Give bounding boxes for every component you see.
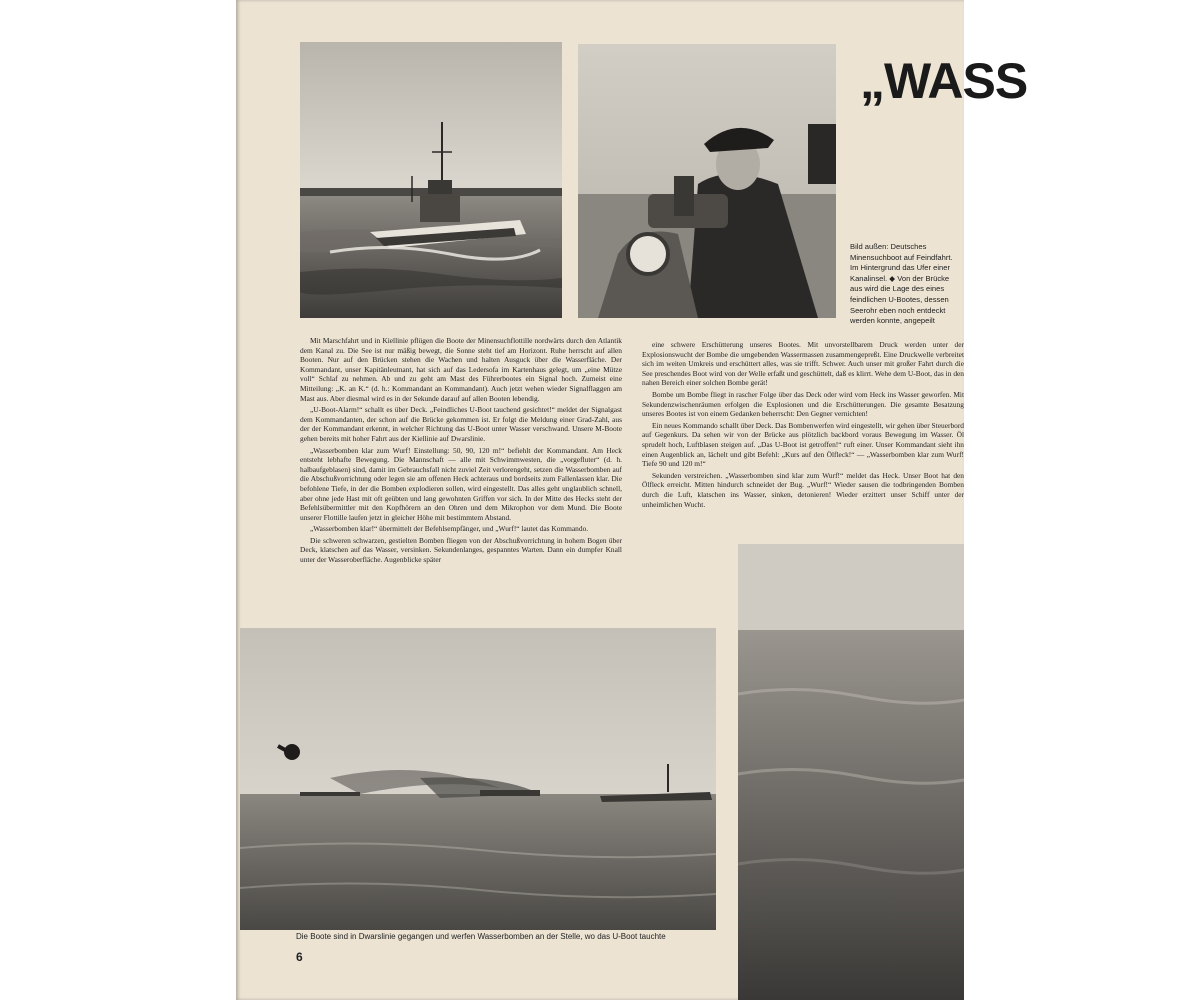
headline: „WASS: [860, 53, 1028, 109]
minesweeper-photo: [300, 42, 562, 318]
side-caption-line: Bild außen: Deutsches: [850, 242, 927, 251]
paragraph: Ein neues Kommando schallt über Deck. Das Bombenwerfen wird eingestellt, wir gehen über Steuerbord auf Gegenkurs. Da sehen wir von der Brücke aus plötzlich backbord voraus Bewegung im Wasser. Öl sprudelt hoch, Luftblasen steigen auf. „Das U-Boot ist getroffen!“ ruft einer. Unser Kommandant sieht ihn einen Augenblick an, lächelt und gibt Befehl: „Kurs auf den Ölfleck!“ — „Wasserbomben klar zum Wurf! Tiefe 90 und 120 m!“: [642, 420, 964, 469]
side-caption-line: werden konnte, angepeilt: [850, 316, 935, 326]
side-caption-line: Minensuchboot auf Feindfahrt.: [850, 252, 953, 262]
magazine-page: [236, 0, 1028, 1000]
page-number: 6: [296, 950, 303, 964]
paragraph: Die schweren schwarzen, gestielten Bomben fliegen von der Abschußvorrichtung in hohem Bogen über Deck, klatschen auf das Wasser, versinken. Sekundenlanges, gespanntes Warten. Dann ein dumpfer Knall unter der Wasseroberfläche. Augenblicke später: [300, 535, 622, 565]
sea-surface-photo: [738, 544, 964, 1000]
side-caption-line: Im Hintergrund das Ufer einer: [850, 263, 951, 273]
side-caption-line: Kanalinsel. ◆ Von der Brücke: [850, 273, 950, 283]
article-column-left: [300, 336, 622, 612]
paragraph: Mit Marschfahrt und in Kiellinie pflügen die Boote der Minensuchflottille nordwärts durch den Atlantik dem Kanal zu. Die See ist nur mäßig bewegt, die Sonne steht tief am Horizont. Ruhe herrscht auf allen Booten. Nur auf den Brücken stehen die Wachen und halten Ausguck über die Wasserfläche. Der Kommandant, unser Kapitänleutnant, hat sich auf das Ledersofa im Kartenhaus gelegt, um „eine Mütze voll“ Schlaf zu nehmen. Ab und zu geht am Mast des Führerbootes ein Signal hoch. Zumeist eine Mitteilung: „K. an K.“ (d. h.: Kommandant an Kommandant). Auch jetzt wehen wieder Signalflaggen am Mast aus. Aber diesmal wird es in der Sekunde darauf auf allen Booten lebendig.: [300, 336, 622, 403]
paragraph: Bombe um Bombe fliegt in rascher Folge über das Deck oder wird vom Heck ins Wasser geworfen. Mit Sekundenzwischenräumen erfolgen die Explosionen und die Erschütterungen. Die gesamte Besatzung unseres Bootes ist von einem Gedanken beherrscht: Den Gegner vernichten!: [642, 389, 964, 419]
paragraph: Sekunden verstreichen. „Wasserbomben sind klar zum Wurf!“ meldet das Heck. Unser Boot hat den Ölfleck erreicht. Mitten hindurch schneidet der Bug. „Wurf!“ Wieder sausen die todbringenden Bomben durch die Luft, klatschen ins Wasser, sinken, detonieren! Wieder erzittert unser Schiff unter der unheimlichen Wucht.: [642, 470, 964, 509]
side-caption-line: Seerohr eben noch entdeckt: [850, 305, 946, 315]
paragraph: „Wasserbomben klar zum Wurf! Einstellung: 50, 90, 120 m!“ befiehlt der Kommandant. Am Heck entsteht lebhafte Bewegung. Die Mannschaft — alle mit Schwimmwesten, die „vorgefluter“ (d. h. halbaufgeblasen) sind, damit im Gebrauchsfall nicht zuviel Zeit verlorengeht, setzen die Wasserbomben auf die Abschußvorrichtung oder legen sie am offenen Heck achteraus und bordseits zum Fallenlassen klar. Die befohlene Tiefe, in der die Bomben explodieren sollen, wird eingestellt. Das alles geht unglaublich schnell, aber ohne jede Hast mit oft geübten und lang gewohnten Griffen vor sich. In der Mitte des Hecks steht der Befehlsübermittler mit den Kopfhörern an den Ohren und dem Mikrophon vor dem Mund. Die Boote unserer Flottille laufen jetzt in gleicher Höhe mit bestimmtem Abstand.: [300, 445, 622, 522]
paragraph: eine schwere Erschütterung unseres Bootes. Mit unvorstellbarem Druck werden unter der Explosionswucht der Bombe die umgebenden Wassermassen zusammengepreßt. Eine Druckwelle verbreitet sich im weiten Umkreis und erschüttert alles, was sie trifft. Schwer. Auch unser mit großer Fahrt durch die See preschendes Boot wird von der Welle erfaßt und geschüttelt, daß es klirrt. Wehe dem U-Boot, das in den nahen Bereich einer solchen Bombe gerät!: [642, 340, 964, 388]
side-photo-caption: [850, 242, 968, 327]
side-caption-line: feindlichen U-Bootes, dessen: [850, 294, 949, 304]
paragraph: „U-Boot-Alarm!“ schallt es über Deck. „Feindliches U-Boot tauchend gesichtet!“ meldet der Signalgast dem Kommandanten, der schon auf die Brücke gekommen ist. Er folgt die Meldung einer Grad-Zahl, aus der der Kommandant erkennt, in welcher Richtung das U-Boot unter Wasser verschwand. Unsere M-Boote gehen bereits mit hoher Fahrt aus der Kiellinie auf Dwarslinie.: [300, 405, 622, 443]
paragraph: „Wasserbomben klar!“ übermittelt der Befehlsempfänger, und „Wurf!“ lautet das Kommando.: [310, 524, 589, 534]
bottom-photo-caption: Die Boote sind in Dwarslinie gegangen und werfen Wasserbomben an der Stelle, wo das U-Boot tauchte: [296, 932, 666, 941]
side-caption-line: aus wird die Lage des eines: [850, 284, 945, 294]
article-column-right: [642, 340, 964, 532]
officer-bearing-photo: [578, 44, 836, 318]
depth-charge-photo: [240, 628, 716, 930]
